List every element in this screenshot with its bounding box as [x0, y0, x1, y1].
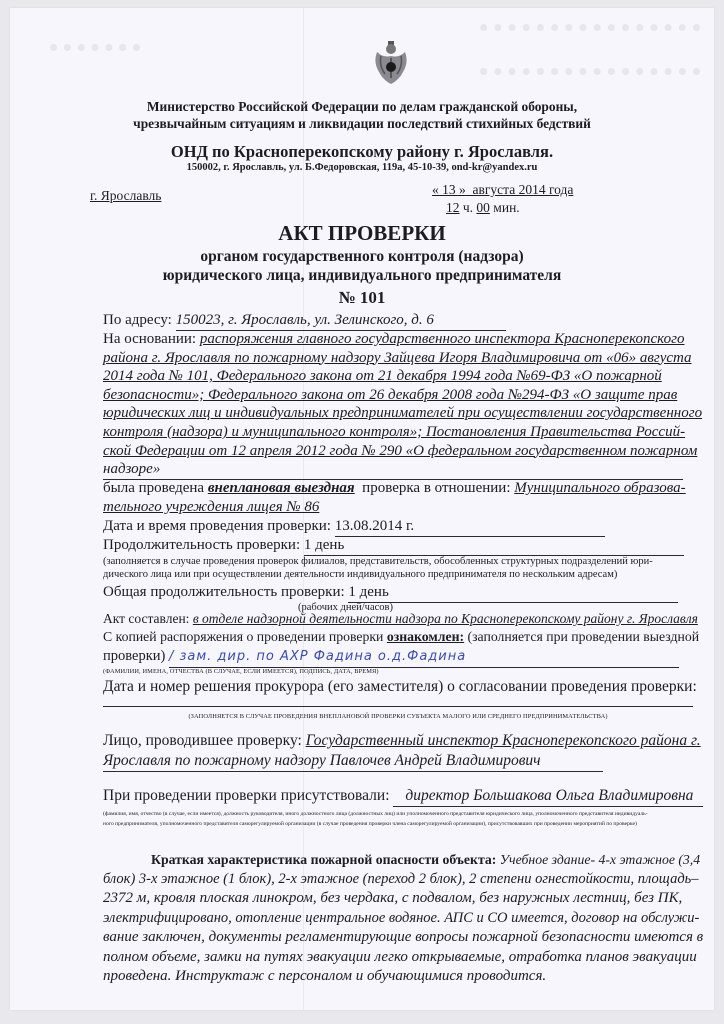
department-name: ОНД по Красноперекопскому району г. Ярославля. [170, 142, 554, 161]
drawn-up-label: Акт составлен: [103, 611, 190, 626]
bleed-through-mark [480, 68, 700, 83]
basis-line: ской Федерации от 12 апреля 2012 года № 290 «О федеральном государственном пожарном [103, 442, 698, 459]
minute-label: мин. [493, 200, 520, 215]
inspector-label: Лицо, проводившее проверку: [103, 732, 302, 749]
present-label: При проведении проверки присутствовали: [103, 787, 390, 804]
document-page [10, 8, 714, 1010]
time-minute: 00 [476, 200, 490, 215]
subject-line-1: Муниципального образова- [514, 480, 686, 496]
date-day: « 13 » [432, 182, 466, 197]
present-note-line-1: (фамилия, имя, отчество (в случае, если имеется), должность руководителя, иного должностного лица (должностных лиц) или уполномоченного представителя юридического лица, уполномоченного представителя индивидуаль- [103, 811, 648, 817]
subject-line-2: тельного учреждения лицея № 86 [103, 499, 320, 515]
basis-line: надзоре» [103, 460, 683, 480]
ministry-line-2: чрезвычайным ситуациям и ликвидации последствий стихийных бедствий [133, 116, 591, 131]
inspector-line-2: Ярославля по пожарному надзору Павлочев Андрей Владимирович [103, 752, 603, 772]
address-value: 150023, г. Ярославль, ул. Зелинского, д. 6 [176, 311, 506, 331]
city: г. Ярославль [90, 188, 162, 203]
characteristics-line: проведена. Инструктаж с персоналом и обучающимися проводится. [103, 968, 547, 984]
characteristics-line: Учебное здание- 4-х этажное (3,4 [499, 852, 701, 867]
basis-line: безопасности»; Федерального закона от 26 декабря 2008 года №294-ФЗ «О защите прав [103, 386, 678, 403]
total-duration-field [103, 583, 693, 603]
datetime-value: 13.08.2014 г. [335, 517, 605, 537]
drawn-up-value: в отделе надзорной деятельности надзора по Красноперекопскому району г. Ярославля [192, 611, 698, 626]
basis-line: распоряжения главного государственного инспектора Красноперекопского [199, 331, 685, 347]
duration-note [103, 555, 693, 581]
bleed-through-mark [50, 44, 140, 59]
inspector-field-2 [103, 752, 693, 772]
ministry-name [10, 98, 714, 132]
basis-label: На основании: [103, 331, 197, 347]
prosecutor-note: (ЗАПОЛНЯЕТСЯ В СЛУЧАЕ ПРОВЕДЕНИЯ ВНЕПЛАНОВОЙ ПРОВЕРКИ СУБЪЕКТА МАЛОГО ИЛИ СРЕДНЕГО ПРЕДПРИНИМАТЕЛЬСТВА) [188, 713, 608, 720]
total-duration-note: (рабочих дней/часов) [298, 602, 393, 613]
present-note-line-2: ного предпринимателя, уполномоченного представителя саморегулируемой организации (в случае проведения проверки члена саморегулируемой организации), присутствовавших при проведении мероприятий по проверке) [103, 821, 637, 827]
characteristics-line: полном объеме, замки на путях эвакуации легко открываемые, отработка планов эвакуации [103, 948, 697, 965]
characteristics-line: вание заключен, документы регламентирующие вопросы пожарной безопасности имеются в [103, 929, 704, 945]
copy-acquainted: ознакомлен: [386, 629, 465, 644]
basis-line: 2014 года № 101, Федерального закона от 21 декабря 1994 года №69-ФЗ «О пожарной [103, 368, 662, 385]
address-field [103, 311, 693, 331]
copy-prefix: С копией распоряжения о проведении проверки [103, 629, 384, 644]
department-address: 150002, г. Ярославль, ул. Б.Федоровская, 119а, 45-10-39, ond-kr@yandex.ru [186, 162, 538, 173]
duration-field [103, 536, 693, 556]
address-label: По адресу: [103, 312, 172, 328]
prosecutor-line [103, 706, 693, 707]
characteristics-line: блок) 3-х этажное (1 блок), 2-х этажное (переход 2 блок), 2 степени огнестойкости, площадь– [103, 870, 699, 887]
date-month-year: августа 2014 года [472, 182, 574, 197]
total-duration-value: 1 день [348, 583, 678, 603]
inspector-field [103, 732, 701, 751]
document-subtitle-2: юридического лица, индивидуального предпринимателя [162, 267, 562, 284]
basis-line: юридических лиц и индивидуальных предпринимателей при осуществлении государственного [103, 405, 703, 422]
duration-note-line-2: дического лица или при осуществлении деятельности индивидуального предпринимателя по нескольким адресам) [103, 569, 618, 580]
handwritten-signature: / зам. дир. по АХР Фадина о.д.Фадина [169, 648, 679, 668]
emercom-emblem-icon [371, 40, 411, 86]
copy-suffix: (заполняется при проведении выездной [467, 629, 700, 644]
copy-acquainted-field [103, 628, 700, 647]
copy-line-2: проверки) [103, 648, 166, 664]
present-field [103, 787, 693, 807]
document-subtitle-1: органом государственного контроля (надзора) [200, 248, 524, 265]
ministry-line-1: Министерство Российской Федерации по делам гражданской обороны, [146, 99, 578, 114]
bleed-through-mark [480, 24, 700, 39]
fire-characteristics [103, 850, 703, 987]
basis-line: района г. Ярославля по пожарному надзору Зайцева Игоря Владимировича от «06» августа [103, 349, 692, 366]
act-time [446, 200, 520, 216]
datetime-label: Дата и время проведения проверки: [103, 518, 331, 534]
characteristics-line: 2372 м, кровля плоская линокром, без чердака, с подвалом, без наружных лестниц, без ПК, [103, 890, 683, 906]
drawn-up-field [103, 610, 698, 629]
act-date [432, 182, 573, 198]
basis-field [103, 330, 703, 480]
present-value: директор Большакова Ольга Владимировна [393, 787, 703, 807]
subject-field [103, 498, 693, 517]
prosecutor-label: Дата и номер решения прокурора (его заместителя) о согласовании проведения проверки: [103, 678, 697, 695]
copy-note: (ФАМИЛИИ, ИМЕНА, ОТЧЕСТВА (В СЛУЧАЕ, ЕСЛИ ИМЕЕТСЯ), ПОДПИСЬ, ДАТА, ВРЕМЯ) [103, 668, 379, 675]
inspection-type-field [103, 479, 693, 498]
characteristics-label: Краткая характеристика пожарной опасности объекта: [151, 852, 497, 867]
document-title: АКТ ПРОВЕРКИ [278, 221, 446, 245]
basis-line: контроля (надзора) и муниципального контроля»; Постановления Правительства Россий- [103, 423, 686, 440]
characteristics-line: электрифицировано, отопление центральное водяное. АПС и СО имеется, договор на обслужи- [103, 909, 700, 926]
inspection-type: внеплановая выездная [207, 480, 355, 496]
conducted-prefix: была проведена [103, 480, 205, 496]
duration-value: 1 день [304, 536, 684, 556]
conducted-mid: проверка в отношении: [362, 480, 511, 496]
duration-note-line-1: (заполняется в случае проведения проверок филиалов, представительств, обособленных структурных подразделений юри- [103, 556, 653, 567]
total-duration-label: Общая продолжительность проверки: [103, 584, 345, 600]
present-note [103, 809, 703, 829]
inspector-line-1: Государственный инспектор Красноперекопского района г. [305, 732, 701, 749]
time-hour: 12 [446, 200, 460, 215]
duration-label: Продолжительность проверки: [103, 537, 301, 553]
hour-label: ч. [462, 200, 474, 215]
datetime-field [103, 517, 693, 537]
document-number: № 101 [338, 288, 386, 307]
copy-signature-field [103, 647, 693, 668]
